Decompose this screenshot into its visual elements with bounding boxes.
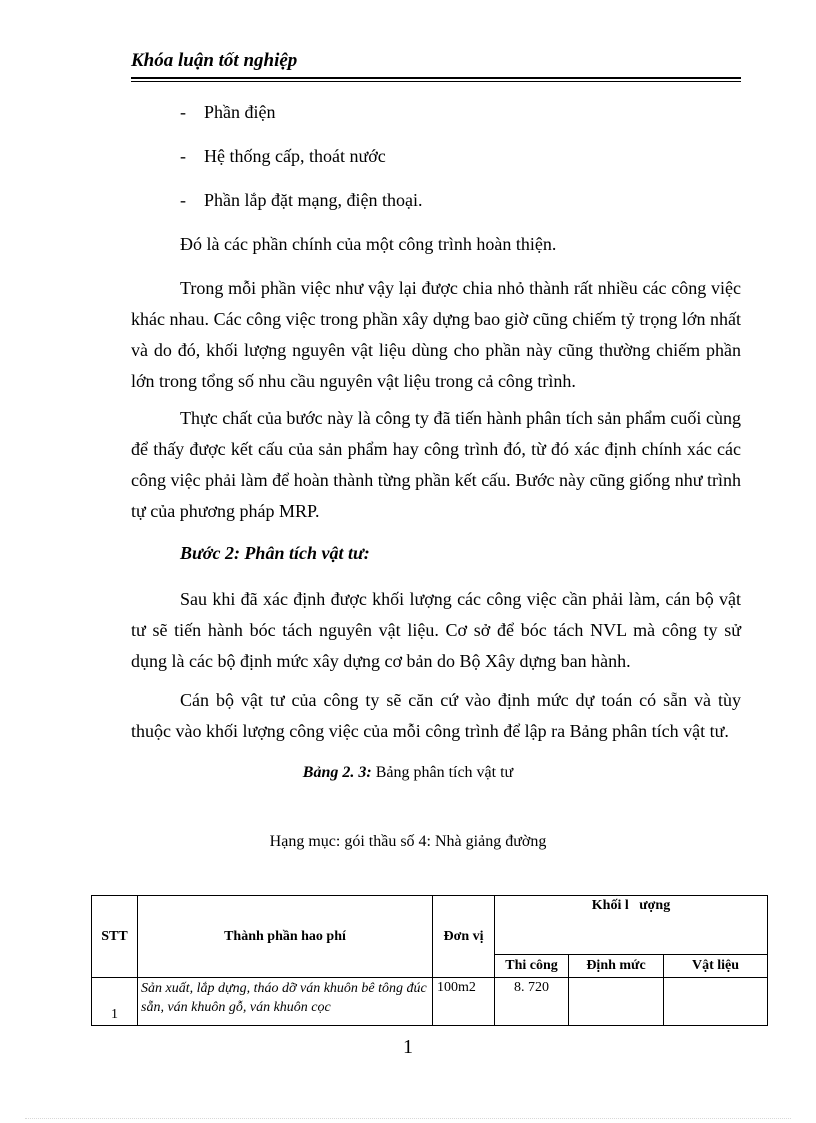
paragraph (131, 273, 741, 397)
cell-construction: 8. 720 (495, 978, 569, 1026)
paragraph-text: Trong mỗi phần việc như vậy lại được chia nhỏ thành rất nhiều các công việc khác nhau. Các công việc trong phần xây dựng bao giờ cũng chiếm tỷ trọng lớn nhất và do đó, khối lượng nguyên vật liệu dùng cho phần này cũng thường chiếm phần lớn trong tổng số nhu cầu nguyên vật liệu trong cả công trình. (131, 278, 741, 391)
step-heading: Bước 2: Phân tích vật tư: (180, 543, 370, 563)
page-number: 1 (403, 1036, 413, 1058)
header-component: Thành phần hao phí (138, 896, 433, 978)
cell-norm (569, 978, 664, 1026)
caption-label: Bảng 2. 3: (302, 764, 372, 781)
cell-component: Sản xuất, lắp dựng, tháo dỡ ván khuôn bê tông đúc sẵn, ván khuôn gỗ, ván khuôn cọc (138, 978, 433, 1026)
caption-text: Bảng phân tích vật tư (371, 764, 514, 781)
paragraph (131, 685, 741, 747)
cell-unit: 100m2 (433, 978, 495, 1026)
document-header: Khóa luận tốt nghiệp (131, 50, 298, 71)
cell-stt: 1 (92, 978, 138, 1026)
paragraph (131, 403, 741, 527)
header-rule-thick (131, 77, 741, 79)
header-construction: Thi công (495, 955, 569, 978)
table-caption (0, 764, 816, 782)
paragraph-text: Cán bộ vật tư của công ty sẽ căn cứ vào định mức dự toán có sẵn và tùy thuộc vào khối lượng công việc của mỗi công trình để lập ra Bảng phân tích vật tư. (131, 690, 741, 741)
paragraph-text: Đó là các phần chính của một công trình hoàn thiện. (180, 234, 557, 254)
bullet-text: Phần lắp đặt mạng, điện thoại. (204, 190, 423, 210)
bullet-item: - Hệ thống cấp, thoát nước (180, 146, 386, 166)
bullet-text: Hệ thống cấp, thoát nước (204, 146, 386, 166)
table-subtitle: Hạng mục: gói thầu số 4: Nhà giảng đường (269, 833, 547, 850)
header-norm: Định mức (569, 955, 664, 978)
paragraph-text: Thực chất của bước này là công ty đã tiến hành phân tích sản phẩm cuối cùng để thấy được kết cấu của sản phẩm hay công trình đó, từ đó xác định chính xác các công việc phải làm để hoàn thành từng phần kết cấu. Bước này cũng giống như trình tự của phương pháp MRP. (131, 408, 741, 521)
header-material: Vật liệu (664, 955, 768, 978)
table-row (92, 978, 768, 1026)
material-analysis-table (91, 895, 768, 1026)
paragraph (131, 229, 741, 260)
cell-material (664, 978, 768, 1026)
paragraph (131, 584, 741, 677)
paragraph-text: Sau khi đã xác định được khối lượng các công việc cần phải làm, cán bộ vật tư sẽ tiến hành bóc tách nguyên vật liệu. Cơ sở để bóc tách NVL mà công ty sử dụng là các bộ định mức xây dựng cơ bản do Bộ Xây dựng ban hành. (131, 589, 741, 671)
header-volume: Khối l ượng (495, 896, 768, 955)
bullet-text: Phần điện (204, 102, 276, 122)
bullet-item: - Phần lắp đặt mạng, điện thoại. (180, 190, 423, 210)
bullet-item: - Phần điện (180, 102, 276, 122)
header-rule-thin (131, 81, 741, 82)
footer-divider (25, 1118, 791, 1119)
header-unit: Đơn vị (433, 896, 495, 978)
header-stt: STT (92, 896, 138, 978)
